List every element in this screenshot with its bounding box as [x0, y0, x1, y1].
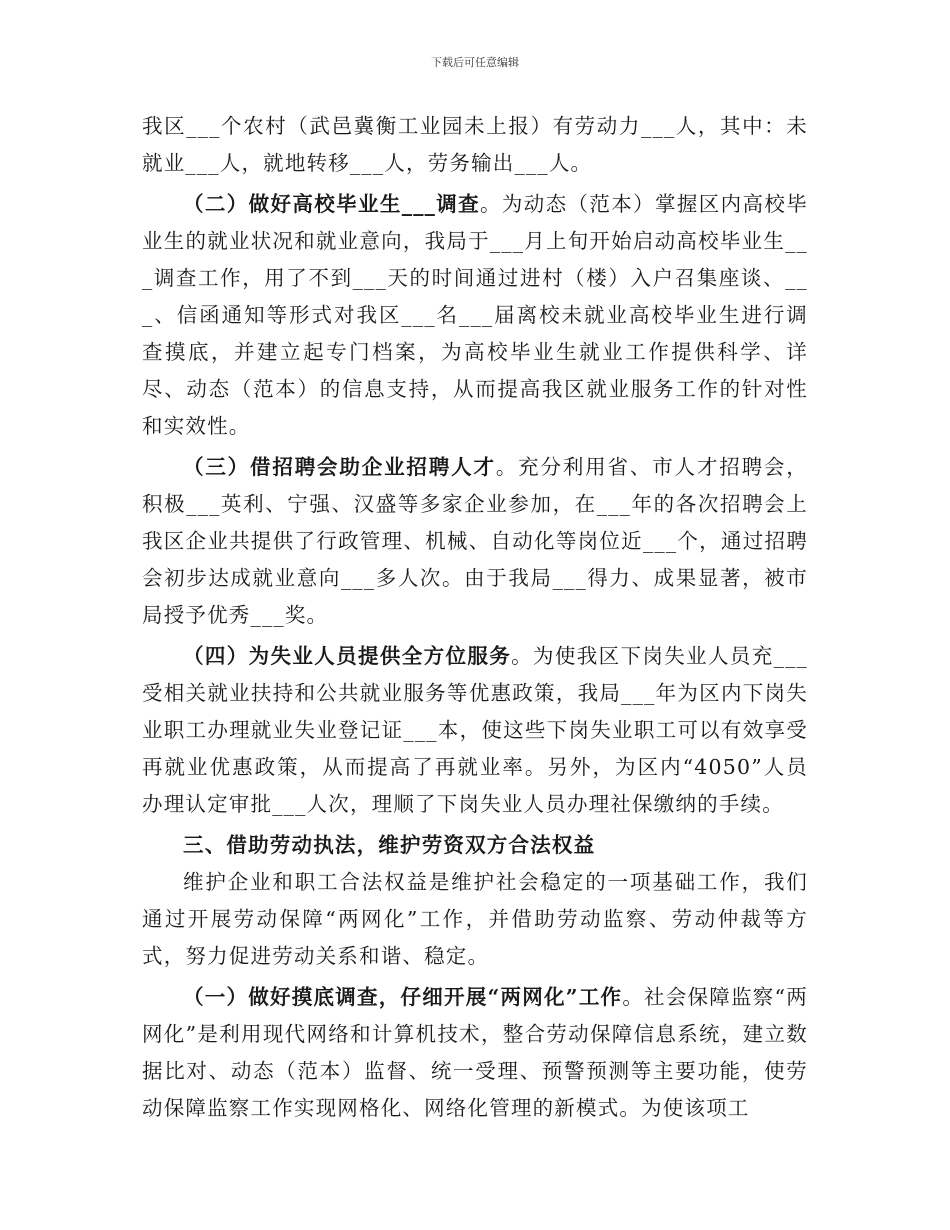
section-title-labor-law: 三、借助劳动执法，维护劳资双方合法权益: [183, 833, 596, 857]
paragraph-job-fair: [142, 449, 808, 634]
paragraph-rights-protection: 维护企业和职工合法权益是维护社会稳定的一项基础工作，我们通过开展劳动保障“两网化”工作，并借助劳动监察、劳动仲裁等方式，努力促进劳动关系和谐、稳定。: [142, 870, 808, 968]
paragraph-unemployed-service: [142, 638, 808, 823]
heading-job-fair: （三）借招聘会助企业招聘人才: [183, 455, 496, 479]
body-job-fair: 。充分利用省、市人才招聘会，积极___英利、宁强、汉盛等多家企业参加，在___年的各次招聘会上我区企业共提供了行政管理、机械、自动化等岗位近___个，通过招聘会初步达成就业意向___多人次。由于我局___得力、成果显著，被市局授予优秀___奖。: [142, 455, 808, 627]
heading-graduate-survey: （二）做好高校毕业生___调查: [183, 192, 481, 216]
heading-unemployed-service: （四）为失业人员提供全方位服务: [183, 644, 512, 668]
paragraph-rural-labor: 我区___个农村（武邑冀衡工业园未上报）有劳动力___人，其中：未就业___人，就地转移___人，劳务输出___人。: [142, 114, 808, 175]
paragraph-two-network: [142, 979, 808, 1127]
body-unemployed-service: 。为使我区下岗失业人员充___受相关就业扶持和公共就业服务等优惠政策，我局___年为区内下岗失业职工办理就业失业登记证___本，使这些下岗失业职工可以有效享受再就业优惠政策，从而提高了再就业率。另外，为区内“4050”人员办理认定审批___人次，理顺了下岗失业人员办理社保缴纳的手续。: [142, 644, 809, 816]
body-two-network: 。社会保障监察“两网化”是利用现代网络和计算机技术，整合劳动保障信息系统，建立数据比对、动态（范本）监督、统一受理、预警预测等主要功能，使劳动保障监察工作实现网格化、网络化管理的新模式。为使该项工: [142, 985, 808, 1120]
body-graduate-survey: 。为动态（范本）掌握区内高校毕业生的就业状况和就业意向，我局于___月上旬开始启动高校毕业生___调查工作，用了不到___天的时间通过进村（楼）入户召集座谈、___、信函通知等形式对我区___名___届离校未就业高校毕业生进行调查摸底，并建立起专门档案，为高校毕业生就业工作提供科学、详尽、动态（范本）的信息支持，从而提高我区就业服务工作的针对性和实效性。: [142, 192, 809, 438]
heading-two-network: （一）做好摸底调查，仔细开展“两网化”工作: [183, 985, 623, 1009]
paragraph-graduate-survey: [142, 186, 808, 445]
document-body: [142, 108, 808, 1131]
page-header: 下载后可任意编辑: [431, 56, 519, 69]
